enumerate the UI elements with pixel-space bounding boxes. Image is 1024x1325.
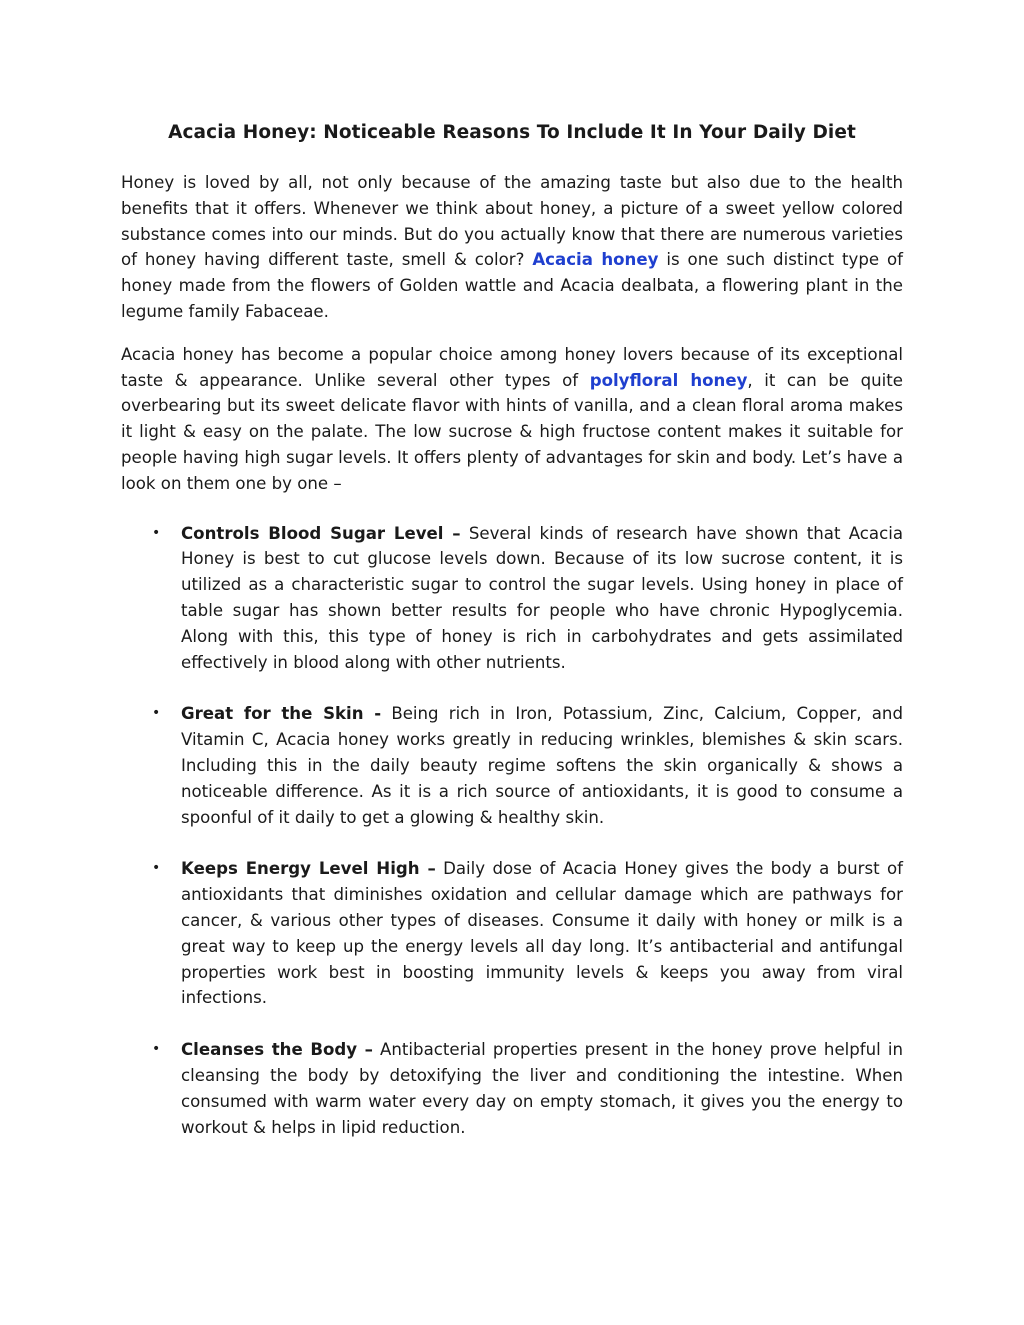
intro-paragraph-1-text-end: is one such distinct type of honey made from the flowers of Golden wattle and Acacia dealbata, a flowering plant in the legume family Fabaceae. <box>121 250 903 321</box>
intro-paragraph-1-text-start: Honey is loved by all, not only because of the amazing taste but also due to the health benefits that it offers. Whenever we think about honey, a picture of a sweet yellow colored substance comes into our minds. But do you actually know that there are numerous varieties of honey having different taste, smell & color? <box>121 173 903 270</box>
list-item-title: Cleanses the Body – <box>181 1040 373 1060</box>
bullet-icon: • <box>152 860 161 877</box>
intro-paragraph-2-text-end: , it can be quite overbearing but its sweet delicate flavor with hints of vanilla, and a clean floral aroma makes it light & easy on the palate. The low sucrose & high fructose content makes it suitable for people having high sugar levels. It offers plenty of advantages for skin and body. Let’s have a look on them one by one – <box>121 370 903 493</box>
list-item <box>121 521 903 676</box>
acacia-honey-link[interactable]: Acacia honey <box>532 250 659 270</box>
polyfloral-honey-link[interactable]: polyfloral honey <box>589 370 748 390</box>
list-item-title: Controls Blood Sugar Level – <box>181 523 461 543</box>
list-item <box>121 701 903 830</box>
list-item <box>121 856 903 1011</box>
document-page <box>121 118 903 1166</box>
document-title: Acacia Honey: Noticeable Reasons To Include It In Your Daily Diet <box>168 122 856 143</box>
bullet-icon: • <box>152 524 161 541</box>
list-item-text: Antibacterial properties present in the honey prove helpful in cleansing the body by detoxifying the liver and conditioning the intestine. When consumed with warm water every day on empty stomach, it gives you the energy to workout & helps in lipid reduction. <box>181 1040 903 1137</box>
intro-paragraph-1 <box>121 170 903 325</box>
intro-paragraph-2-text-start: Acacia honey has become a popular choice among honey lovers because of its exceptional taste & appearance. Unlike several other types of <box>121 344 903 390</box>
list-item-text: Daily dose of Acacia Honey gives the body a burst of antioxidants that diminishes oxidation and cellular damage which are pathways for cancer, & various other types of diseases. Consume it daily with honey or milk is a great way to keep up the energy levels all day long. It’s antibacterial and antifungal properties work best in boosting immunity levels & keeps you away from viral infections. <box>181 859 904 1008</box>
list-item-title: Great for the Skin - <box>181 704 382 724</box>
bullet-icon: • <box>152 1041 161 1058</box>
list-item-title: Keeps Energy Level High – <box>181 859 436 879</box>
list-item-text: Being rich in Iron, Potassium, Zinc, Calcium, Copper, and Vitamin C, Acacia honey works greatly in reducing wrinkles, blemishes & skin scars. Including this in the daily beauty regime softens the skin organically & shows a noticeable difference. As it is a rich source of antioxidants, it is good to consume a spoonful of it daily to get a glowing & healthy skin. <box>181 704 903 827</box>
list-item <box>121 1037 903 1140</box>
list-item-text: Several kinds of research have shown that Acacia Honey is best to cut glucose levels down. Because of its low sucrose content, it is utilized as a characteristic sugar to control the sugar levels. Using honey in place of table sugar has shown better results for people who have chronic Hypoglycemia. Along with this, this type of honey is rich in carbohydrates and gets assimilated effectively in blood along with other nutrients. <box>181 523 903 672</box>
benefits-list <box>121 521 903 1141</box>
bullet-icon: • <box>152 705 161 722</box>
intro-paragraph-2 <box>121 342 903 497</box>
